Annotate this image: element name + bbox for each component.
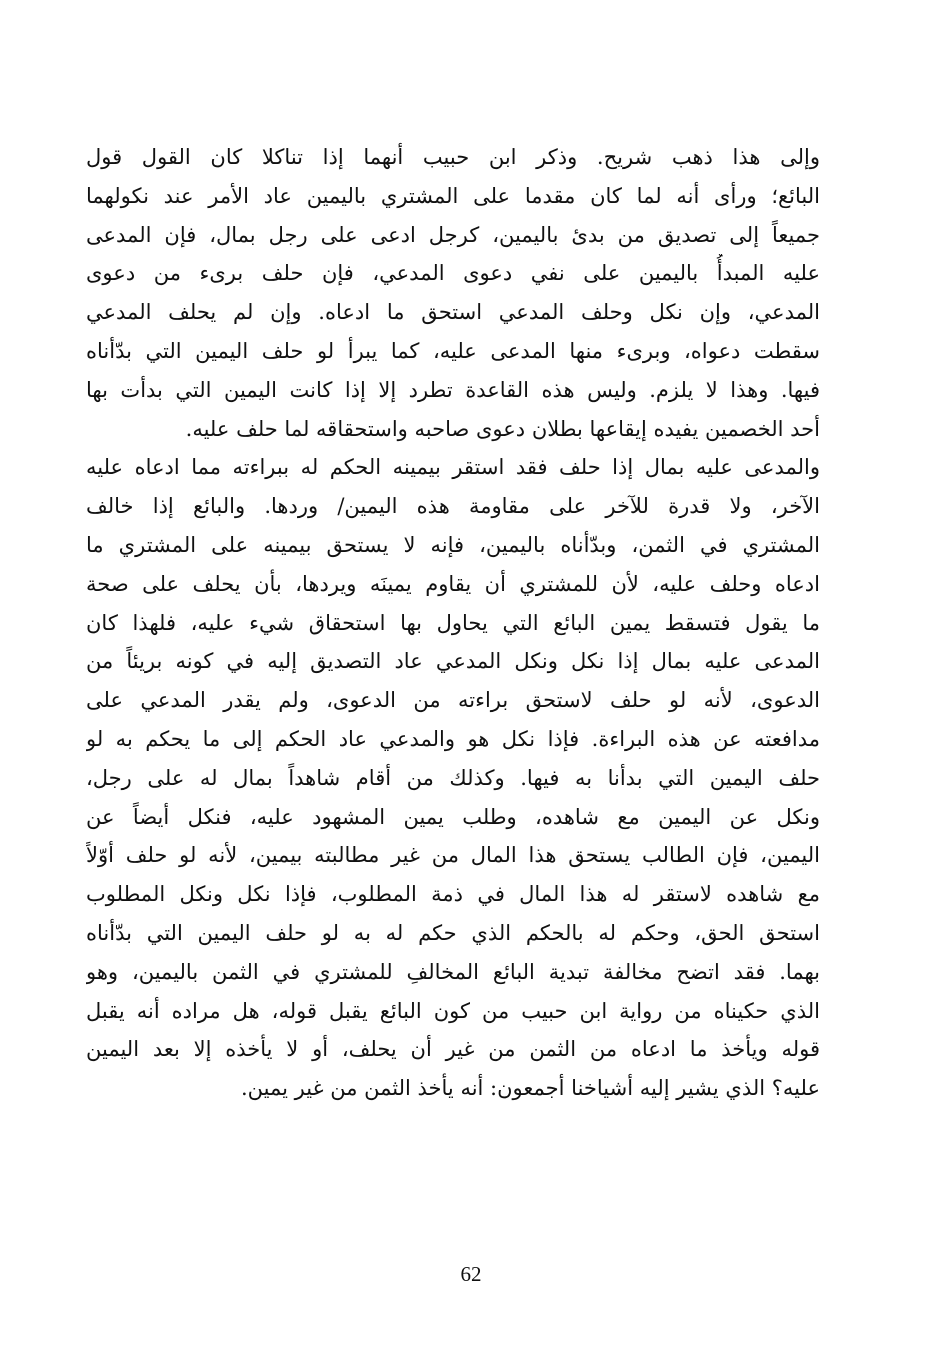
text-line: اليمين، فإن الطالب يستحق هذا المال من غير مطالبته بيمين، لأنه لو حلف أوّلاً (86, 843, 820, 868)
text-line: الآخر، ولا قدرة للآخر على مقاومة هذه اليمين/ وردها. والبائع إذا خالف (86, 494, 820, 519)
text-line: المدعى عليه بمال إذا نكل ونكل المدعي عاد التصديق إليه في كونه بريئاً من (86, 649, 820, 674)
text-line: بهما. فقد اتضح مخالفة تبدية البائع المخالفِ للمشتري في الثمن باليمين، وهو (86, 959, 820, 984)
text-line: ادعاه وحلف عليه، لأن للمشتري أن يقاوم يمينَه ويردها، بأن يحلف على صحة (86, 571, 820, 596)
text-line: عليه المبدأُ باليمين على نفي دعوى المدعي، فإن حلف برىء من دعوى (86, 261, 820, 286)
text-line: عليه؟ الذي يشير إليه أشياخنا أجمعون: أنه يأخذ الثمن من غير يمين. (241, 1076, 820, 1101)
text-line: استحق الحق، وحكم له بالحكم الذي حكم له به لو حلف اليمين التي بدّأناه (86, 920, 820, 945)
text-line: وإلى هذا ذهب شريح. وذكر ابن حبيب أنهما إذا تناكلا كان القول قول (86, 145, 820, 169)
text-line: حلف اليمين التي بدأنا به فيها. وكذلك من أقام شاهداً بمال له على رجل، (86, 765, 820, 790)
text-line: المدعي، وإن نكل وحلف المدعي استحق ما ادعاه. وإن لم يحلف المدعي (86, 300, 820, 325)
text-line: أحد الخصمين يفيده إيقاعها بطلان دعوى صاحبه واستحقاقه لما حلف عليه. (185, 416, 820, 441)
text-line: الدعوى، لأنه لو حلف لاستحق براءته من الدعوى، ولم يقدر المدعي على (86, 688, 820, 713)
text-line: قوله ويأخذ ما ادعاه من الثمن من غير أن يحلف، أو لا يأخذه إلا بعد اليمين (86, 1037, 820, 1062)
text-line: فيها. وهذا لا يلزم. وليس هذه القاعدة تطرد إلا إذا كانت اليمين التي بدأت بها (86, 377, 820, 402)
text-line: مدافعته عن هذه البراءة. فإذا نكل هو والمدعي عاد الحكم إلى ما يحكم به لو (86, 726, 820, 751)
text-line: ما يقول فتسقط يمين البائع التي يحاول بها استحقاق شيء عليه، فلهذا كان (86, 610, 820, 635)
text-line: الذي حكيناه من رواية ابن حبيب من كون البائع يقبل قوله، هل مراده أنه يقبل (86, 998, 820, 1023)
text-line: المشتري في الثمن، وبدّأناه باليمين، فإنه لا يستحق بيمينه على المشتري ما (86, 532, 820, 557)
text-line: جميعاً إلى تصديق من بدئ باليمين، كرجل ادعى على رجل بمال، فإن المدعى (86, 222, 820, 247)
text-line: والمدعى عليه بمال إذا حلف فقد استقر بيمينه الحكم له ببراءته مما ادعاه عليه (86, 455, 820, 480)
page-number: 62 (460, 1262, 482, 1286)
text-line: البائع؛ ورأى أنه لما كان مقدما على المشتري باليمين عاد الأمر عند نكولهما (86, 183, 820, 208)
text-line: سقطت دعواه، وبرىء منها المدعى عليه، كما يبرأ لو حلف اليمين التي بدّأناه (86, 338, 820, 363)
text-line: ونكل عن اليمين مع شاهده، وطلب يمين المشهود عليه، فنكل أيضاً عن (86, 804, 820, 829)
text-line: مع شاهده لاستقر له هذا المال في ذمة المطلوب، فإذا نكل ونكل المطلوب (86, 882, 820, 907)
body-text (86, 138, 820, 1108)
